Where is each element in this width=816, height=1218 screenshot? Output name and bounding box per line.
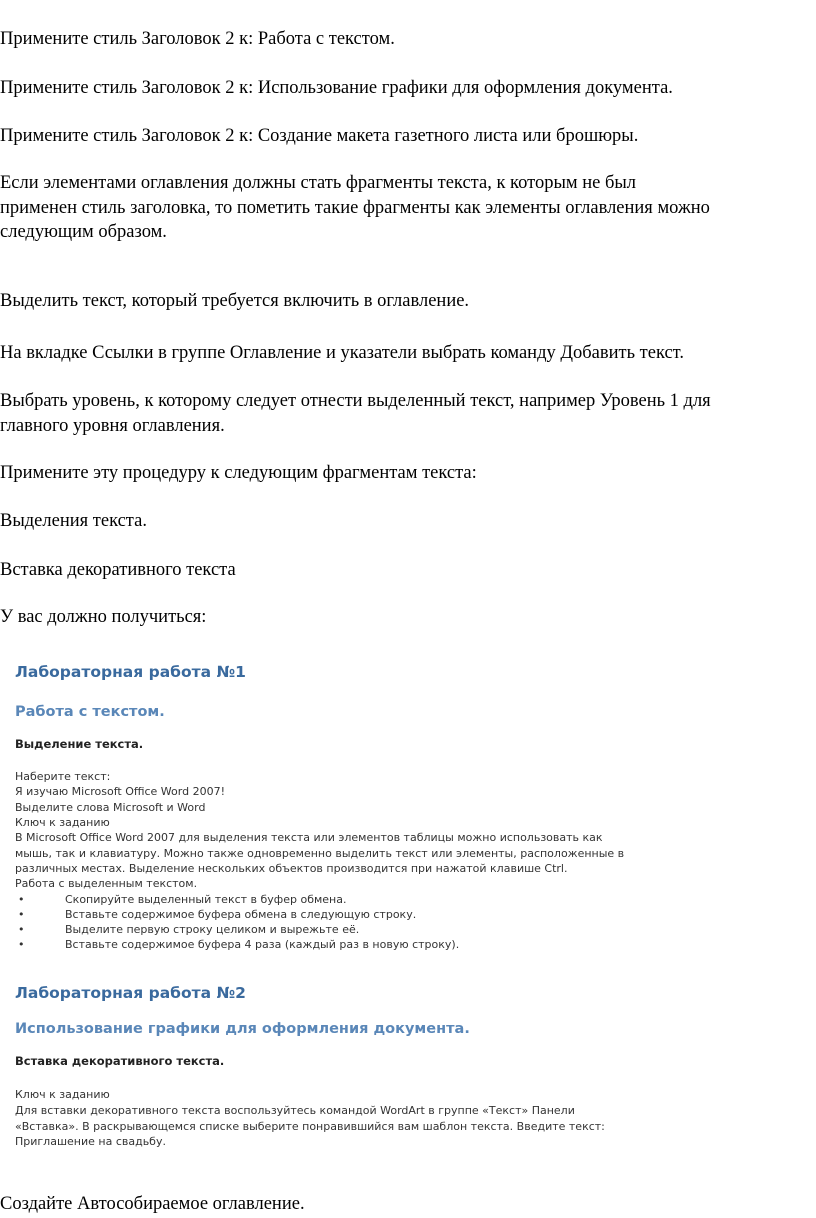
- footer-instruction: Создайте Автособираемое оглавление.: [0, 1194, 305, 1214]
- lab1-bullet-item: Выделите первую строку целиком и вырежьте её.: [65, 923, 360, 936]
- instruction-paragraph: На вкладке Ссылки в группе Оглавление и указатели выбрать команду Добавить текст.: [0, 343, 685, 363]
- bullet-icon: •: [18, 938, 25, 951]
- lab2-line: Приглашение на свадьбу.: [15, 1135, 166, 1148]
- lab1-bullet-item: Вставьте содержимое буфера обмена в следующую строку.: [65, 908, 417, 921]
- lab1-line: Наберите текст:: [15, 770, 111, 783]
- lab1-line: Ключ к заданию: [15, 816, 110, 829]
- lab1-title: Лабораторная работа №1: [15, 663, 246, 681]
- instruction-paragraph: Вставка декоративного текста: [0, 560, 236, 580]
- bullet-icon: •: [18, 923, 25, 936]
- instruction-paragraph: Выделить текст, который требуется включить в оглавление.: [0, 291, 470, 311]
- instruction-paragraph: применен стиль заголовка, то пометить такие фрагменты как элементы оглавления можно: [0, 198, 710, 218]
- instruction-paragraph: следующим образом.: [0, 222, 167, 242]
- instruction-paragraph: Выделения текста.: [0, 511, 147, 531]
- lab2-subheading: Вставка декоративного текста.: [15, 1054, 225, 1068]
- lab2-line: Для вставки декоративного текста воспользуйтесь командой WordArt в группе «Текст» Панели: [15, 1104, 575, 1117]
- lab1-bullet-item: Вставьте содержимое буфера 4 раза (каждый раз в новую строку).: [65, 938, 460, 951]
- lab1-line: Работа с выделенным текстом.: [15, 877, 198, 890]
- lab2-line: «Вставка». В раскрывающемся списке выберите понравившийся вам шаблон текста. Введите текст:: [15, 1120, 605, 1133]
- lab1-heading: Работа с текстом.: [15, 704, 165, 720]
- lab1-line: различных местах. Выделение нескольких объектов производится при нажатой клавише Ctrl.: [15, 862, 568, 875]
- instruction-paragraph: Если элементами оглавления должны стать фрагменты текста, к которым не был: [0, 173, 637, 193]
- lab2-line: Ключ к заданию: [15, 1088, 110, 1101]
- lab1-line: Выделите слова Microsoft и Word: [15, 801, 206, 814]
- lab1-line: мышь, так и клавиатуру. Можно также одновременно выделить текст или элементы, расположенные в: [15, 847, 625, 860]
- bullet-icon: •: [18, 908, 25, 921]
- lab1-line: В Microsoft Office Word 2007 для выделения текста или элементов таблицы можно использовать как: [15, 831, 603, 844]
- lab1-line: Я изучаю Microsoft Office Word 2007!: [15, 785, 225, 798]
- instruction-paragraph: У вас должно получиться:: [0, 607, 207, 627]
- instruction-paragraph: Примените стиль Заголовок 2 к: Использование графики для оформления документа.: [0, 78, 673, 98]
- lab1-bullet-item: Скопируйте выделенный текст в буфер обмена.: [65, 893, 347, 906]
- instruction-paragraph: Примените эту процедуру к следующим фрагментам текста:: [0, 463, 477, 483]
- lab2-heading: Использование графики для оформления документа.: [15, 1021, 470, 1037]
- instruction-paragraph: Примените стиль Заголовок 2 к: Создание макета газетного листа или брошюры.: [0, 126, 639, 146]
- bullet-icon: •: [18, 893, 25, 906]
- lab2-title: Лабораторная работа №2: [15, 984, 246, 1002]
- instruction-paragraph: Выбрать уровень, к которому следует отнести выделенный текст, например Уровень 1 для: [0, 391, 711, 411]
- instruction-paragraph: главного уровня оглавления.: [0, 416, 225, 436]
- lab1-subheading: Выделение текста.: [15, 737, 144, 751]
- instruction-paragraph: Примените стиль Заголовок 2 к: Работа с текстом.: [0, 29, 395, 49]
